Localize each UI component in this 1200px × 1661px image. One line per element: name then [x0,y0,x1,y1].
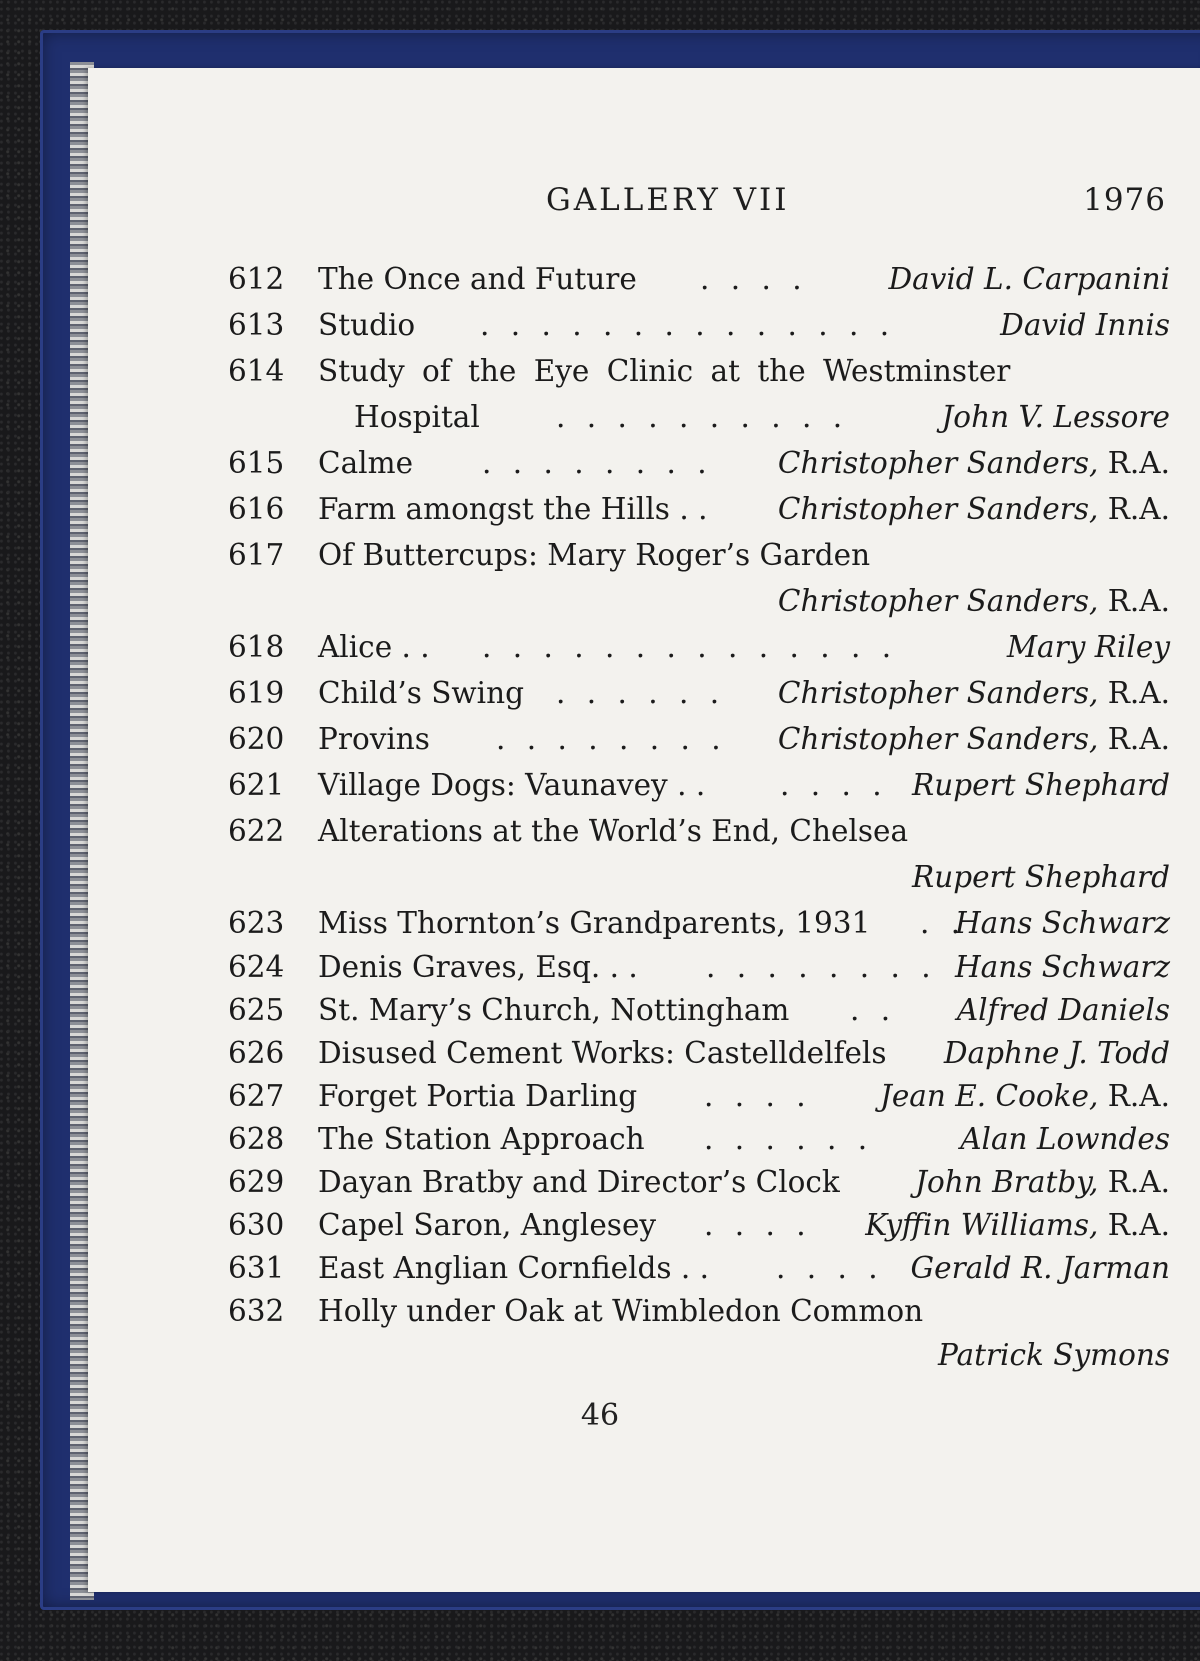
entry-artist [955,906,1170,940]
entry-number: 613 [228,308,285,342]
artist-name: John V. Lessore [941,400,1170,434]
leader-dots: . . . . . . . . [482,446,713,480]
entry-title: The Once and Future [318,262,637,296]
leader-dots: . . [920,906,967,940]
leader-dots: . . . . . . [704,1122,874,1156]
entry-617-artist-line [0,584,1200,624]
entry-number: 619 [228,676,285,710]
entry-623 [0,906,1200,946]
entry-title: The Station Approach [318,1122,645,1156]
entry-number: 625 [228,993,285,1027]
artist-name: Daphne J. Todd [943,1036,1170,1070]
entry-artist [957,993,1170,1027]
entry-622-artist-line [0,860,1200,900]
entry-artist [944,1036,1170,1070]
entry-artist [1000,308,1170,342]
artist-name: Christopher Sanders, [777,676,1099,710]
leader-dots: . . . . . . . . [706,950,937,984]
entry-artist [938,1338,1170,1372]
entry-622 [0,814,1200,854]
entry-615 [0,446,1200,486]
artist-suffix: R.A. [1098,1165,1170,1199]
entry-614-continuation [0,400,1200,440]
entry-number: 624 [228,950,285,984]
entry-613 [0,308,1200,348]
artist-suffix: R.A. [1098,584,1170,618]
entry-artist [880,1079,1170,1113]
entry-number: 630 [228,1208,285,1242]
artist-name: Alan Lowndes [960,1122,1170,1156]
artist-name: Patrick Symons [937,1338,1170,1372]
entry-number: 629 [228,1165,285,1199]
year: 1976 [1083,182,1166,218]
entry-title: East Anglian Cornfields . . [318,1251,710,1285]
gallery-title: GALLERY VII [546,182,790,218]
entry-616 [0,492,1200,532]
entry-number: 632 [228,1294,285,1328]
entry-number: 614 [228,354,285,388]
entry-number: 623 [228,906,285,940]
entry-619 [0,676,1200,716]
artist-name: Gerald R. Jarman [910,1251,1170,1285]
artist-name: Hans Schwarz [954,950,1170,984]
entry-artist [911,1251,1170,1285]
entry-number: 622 [228,814,285,848]
artist-name: Christopher Sanders, [777,492,1099,526]
entry-614 [0,354,1200,394]
leader-dots: . . . . . . . . [496,722,727,756]
entry-630 [0,1208,1200,1248]
entry-title: Of Buttercups: Mary Roger’s Garden [318,538,871,572]
leader-dots: . . [850,993,897,1027]
entry-artist [960,1122,1170,1156]
entry-artist [778,446,1170,480]
entry-title: Alice . . [318,630,430,664]
artist-name: Kyffin Williams, [865,1208,1099,1242]
entry-626 [0,1036,1200,1076]
entry-629 [0,1165,1200,1205]
entry-title: Dayan Bratby and Director’s Clock [318,1165,840,1199]
artist-name: Mary Riley [1006,630,1170,664]
entry-number: 621 [228,768,285,802]
artist-name: Christopher Sanders, [777,722,1099,756]
entry-617 [0,538,1200,578]
entry-618 [0,630,1200,670]
artist-suffix: R.A. [1098,676,1170,710]
artist-name: Jean E. Cooke, [880,1079,1099,1113]
entry-621 [0,768,1200,808]
entry-number: 627 [228,1079,285,1113]
entry-title: Study of the Eye Clinic at the Westminster [318,354,1011,388]
entry-632-artist-line [0,1338,1200,1378]
artist-name: David L. Carpanini [888,262,1170,296]
entry-632 [0,1294,1200,1334]
entry-title: Provins [318,722,430,756]
entry-627 [0,1079,1200,1119]
entry-number: 626 [228,1036,285,1070]
entry-number: 631 [228,1251,285,1285]
leader-dots: . . . . [704,1208,812,1242]
entry-620 [0,722,1200,762]
entry-number: 620 [228,722,285,756]
entry-title: Forget Portia Darling [318,1079,638,1113]
leader-dots: . . . . . . . . . . [556,400,849,434]
artist-name: Hans Schwarz [954,906,1170,940]
entry-artist [888,262,1170,296]
artist-suffix: R.A. [1098,1079,1170,1113]
entry-title: Alterations at the World’s End, Chelsea [318,814,909,848]
entry-631 [0,1251,1200,1291]
entry-title: St. Mary’s Church, Nottingham [318,993,790,1027]
entry-title: Village Dogs: Vaunavey . . [318,768,706,802]
entry-628 [0,1122,1200,1162]
entry-title: Studio [318,308,416,342]
leader-dots: . . . . . . . . . . . . . . [482,630,898,664]
entry-title: Farm amongst the Hills . . [318,492,708,526]
entry-title: Denis Graves, Esq. . . [318,950,638,984]
artist-suffix: R.A. [1098,722,1170,756]
entry-artist [912,768,1170,802]
entry-artist [778,722,1170,756]
entry-title: Calme [318,446,414,480]
artist-name: Rupert Shephard [911,768,1170,802]
artist-name: Christopher Sanders, [777,584,1099,618]
entry-artist [778,676,1170,710]
entry-artist [778,584,1170,618]
entry-title: Capel Saron, Anglesey [318,1208,657,1242]
artist-name: John Bratby, [915,1165,1099,1199]
artist-suffix: R.A. [1098,492,1170,526]
entry-artist [778,492,1170,526]
entry-artist [1007,630,1170,664]
leader-dots: . . . . . . [556,676,726,710]
entry-title: Child’s Swing [318,676,524,710]
leader-dots: . . . . [780,768,888,802]
entry-612 [0,262,1200,302]
leader-dots: . . . . [776,1251,884,1285]
leader-dots: . . . . [704,1079,812,1113]
entry-number: 617 [228,538,285,572]
entry-number: 618 [228,630,285,664]
entry-624 [0,950,1200,990]
entry-625 [0,993,1200,1033]
entry-title-continuation: Hospital [354,400,480,434]
artist-name: David Innis [1000,308,1170,342]
leader-dots: . . . . [700,262,808,296]
entry-title: Miss Thornton’s Grandparents, 1931 [318,906,871,940]
entry-number: 615 [228,446,285,480]
entry-artist [941,400,1170,434]
page-number: 46 [580,1398,620,1433]
entry-artist [865,1208,1170,1242]
entry-title: Disused Cement Works: Castelldelfels [318,1036,887,1070]
artist-suffix: R.A. [1098,446,1170,480]
artist-name: Alfred Daniels [956,993,1170,1027]
artist-name: Christopher Sanders, [777,446,1099,480]
entry-number: 616 [228,492,285,526]
entry-artist [955,950,1170,984]
entry-number: 612 [228,262,285,296]
entry-artist [912,860,1170,894]
entry-title: Holly under Oak at Wimbledon Common [318,1294,924,1328]
artist-suffix: R.A. [1098,1208,1170,1242]
leader-dots: . . . . . . . . . . . . . . [480,308,896,342]
artist-name: Rupert Shephard [911,860,1170,894]
entry-number: 628 [228,1122,285,1156]
entry-artist [915,1165,1170,1199]
